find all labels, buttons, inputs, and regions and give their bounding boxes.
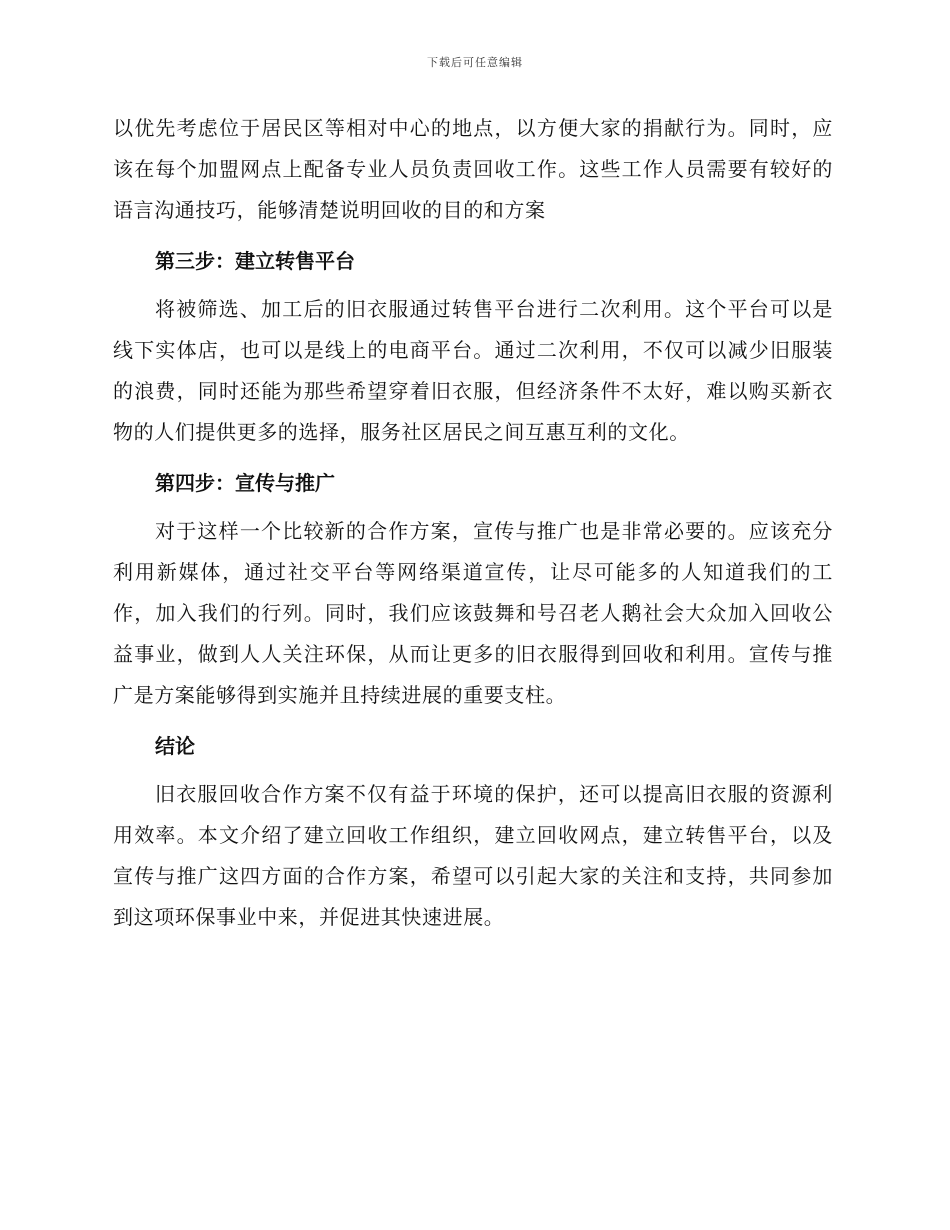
step4-paragraph: 对于这样一个比较新的合作方案，宣传与推广也是非常必要的。应该充分利用新媒体，通过社交平台等网络渠道宣传，让尽可能多的人知道我们的工作，加入我们的行列。同时，我们应该鼓舞和号召老人鹅社会大众加入回收公益事业，做到人人关注环保，从而让更多的旧衣服得到回收和利用。宣传与推广是方案能够得到实施并且持续进展的重要支柱。 bbox=[113, 519, 833, 707]
step3-heading: 第三步：建立转售平台 bbox=[155, 249, 355, 273]
step4-heading: 第四步：宣传与推广 bbox=[155, 471, 335, 495]
step3-paragraph: 将被筛选、加工后的旧衣服通过转售平台进行二次利用。这个平台可以是线下实体店，也可以是线上的电商平台。通过二次利用，不仅可以减少旧服装的浪费，同时还能为那些希望穿着旧衣服，但经济条件不太好，难以购买新衣物的人们提供更多的选择，服务社区居民之间互惠互利的文化。 bbox=[113, 297, 833, 444]
document-body bbox=[113, 108, 833, 942]
intro-block bbox=[113, 108, 833, 231]
step4-section bbox=[113, 463, 833, 716]
intro-paragraph: 以优先考虑位于居民区等相对中心的地点，以方便大家的捐献行为。同时，应该在每个加盟网点上配备专业人员负责回收工作。这些工作人员需要有较好的语言沟通技巧，能够清楚说明回收的目的和方案 bbox=[113, 116, 833, 222]
conclusion-heading: 结论 bbox=[155, 734, 195, 758]
conclusion-paragraph: 旧衣服回收合作方案不仅有益于环境的保护，还可以提高旧衣服的资源利用效率。本文介绍了建立回收工作组织，建立回收网点，建立转售平台，以及宣传与推广这四方面的合作方案，希望可以引起大家的关注和支持，共同参加到这项环保事业中来，并促进其快速进展。 bbox=[113, 782, 833, 929]
step3-section bbox=[113, 241, 833, 453]
conclusion-section bbox=[113, 726, 833, 938]
header-note: 下载后可任意编辑 bbox=[427, 56, 523, 69]
